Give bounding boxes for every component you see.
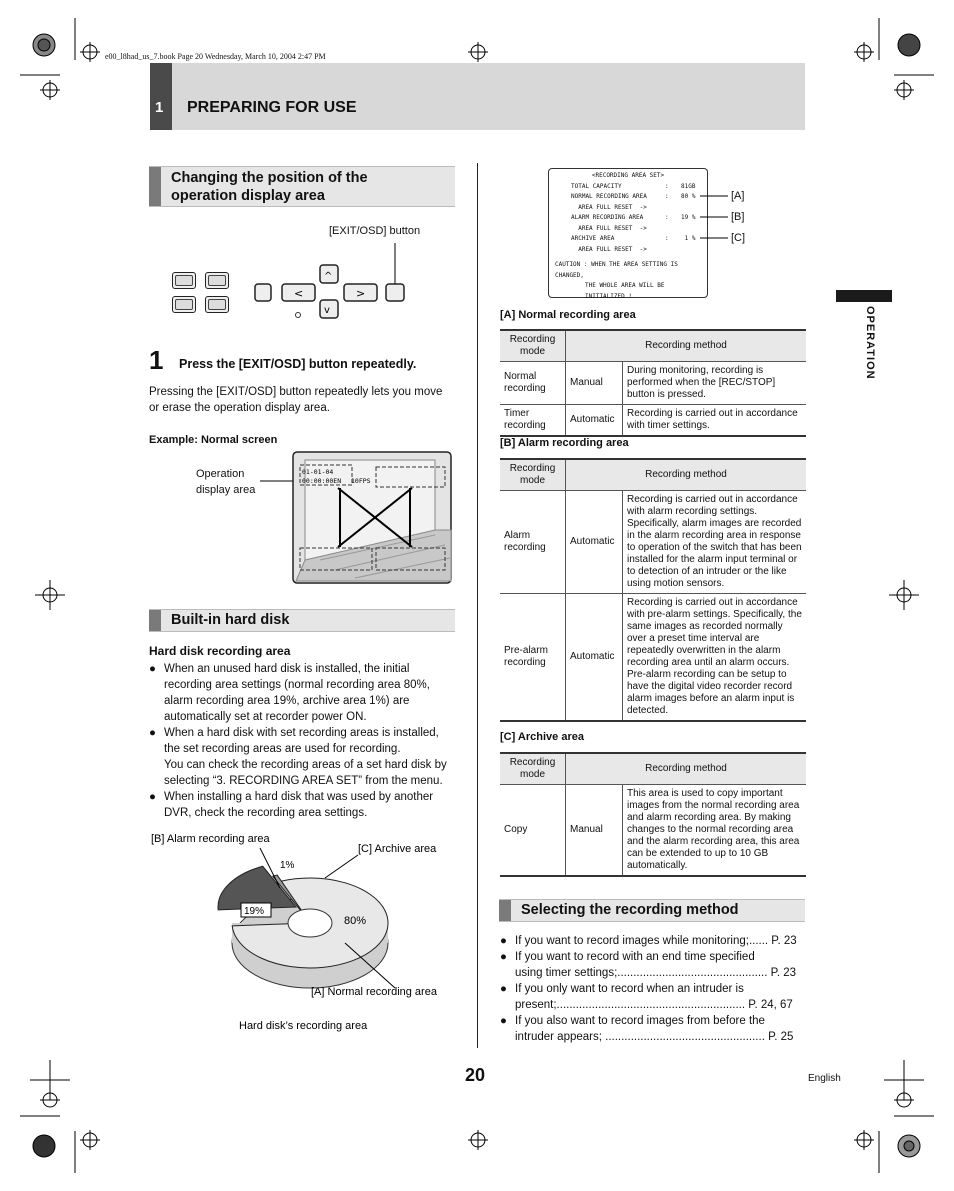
method-bullet: ● If you want to record with an end time specified using timer settings;............................................... P. 23 [500,951,796,979]
footer-language: English [808,1073,841,1084]
panel-button [255,284,271,301]
chevron-down-icon: v [324,305,330,316]
chapter-title: PREPARING FOR USE [187,99,357,116]
osd-row: AREA FULL RESET -> [571,203,647,211]
hdd-bullet-2: ● When a hard disk with set recording areas is installed, the set recording areas are used for recording. You can check the recording areas of a set hard disk by selecting “3. RECORDING AREA SET” from the menu. [149,727,447,787]
page-number: 20 [465,1065,486,1085]
exit-osd-button [386,284,404,301]
side-tab-label: OPERATION [864,306,876,380]
leader-archive [325,855,358,878]
cell-mode: Normal recording [500,362,566,405]
cell-description: Recording is carried out in accordance with pre-alarm settings. Specifically, the same images as recorded normally over a preset time interval are repeatedly overwritten in the alarm recording area until an alarm occurs. Pre-alarm recording can be setup to have the digital video recorder record alarm images before an alarm input is detected. [623,594,807,722]
chapter-number: 1 [150,63,172,130]
section-heading-hdd: Built-in hard disk [149,609,455,632]
side-tab-marker [836,290,892,302]
panel-button [172,272,196,289]
osd-row: AREA FULL RESET -> [571,224,647,232]
osd-tag-a: [A] [731,190,745,202]
osd-row: ALARM RECORDING AREA : 19 % [571,214,696,221]
osd-fps: 10FPS [351,477,371,485]
osd-row: NORMAL RECORDING AREA : 80 % [571,193,696,200]
osd-caution: CAUTION : WHEN THE AREA SETTING IS CHANGED, [555,261,678,279]
table-header-mode: Recording mode [500,459,566,491]
osd-tag-c: [C] [731,232,746,244]
table-row [500,785,806,877]
example-label: Example: Normal screen [149,434,278,446]
cell-type: Automatic [566,491,623,594]
osd-tag-b: [B] [731,211,745,223]
exit-osd-callout: [EXIT/OSD] button [329,225,421,237]
table-header-method: Recording method [566,330,807,362]
panel-button [205,296,229,313]
method-bullet: ● If you only want to record when an intruder is present;........................................................... P. 24, 67 [500,983,793,1011]
section-heading-method: Selecting the recording method [499,899,805,922]
pie-pct-normal: 80% [344,915,367,927]
cell-type: Manual [566,785,623,877]
table-alarm-recording [500,458,806,722]
table-row [500,594,806,722]
cell-description: During monitoring, recording is performed when the [REC/STOP] button is pressed. [623,362,807,405]
table-archive-area [500,752,806,877]
panel-button [172,296,196,313]
osd-date: 01-01-04 [302,468,334,476]
cell-mode: Timer recording [500,405,566,437]
chevron-up-icon: ^ [324,271,333,282]
osd-row: AREA FULL RESET -> [571,245,647,253]
hdd-bullet-1: ● When an unused hard disk is installed, the initial recording area settings (normal recording area 80%, alarm recording area 19%, archive area 1%) are automatically set at recorder power ON. [149,663,430,723]
osd-title: <RECORDING AREA SET> [591,172,665,179]
table-b-label: [B] Alarm recording area [500,437,629,449]
print-header: e00_l8had_us_7.book Page 20 Wednesday, March 10, 2004 2:47 PM [105,52,326,61]
table-normal-recording [500,329,806,437]
cell-mode: Copy [500,785,566,877]
recording-area-set-screen [548,168,708,298]
table-header-method: Recording method [566,753,807,785]
table-header-mode: Recording mode [500,753,566,785]
step-paragraph: Pressing the [EXIT/OSD] button repeatedly lets you move or erase the operation display area. [149,386,443,414]
cell-type: Automatic [566,594,623,722]
hdd-subhead: Hard disk recording area [149,644,291,658]
pie-pct-alarm: 19% [244,906,265,917]
chevron-right-icon: > [356,287,366,300]
pie-caption: Hard disk’s recording area [239,1020,368,1032]
cell-mode: Alarm recording [500,491,566,594]
table-a-label: [A] Normal recording area [500,309,636,321]
pie-hole [288,909,332,937]
monitor-example [260,450,455,585]
pie-label-alarm: [B] Alarm recording area [151,833,270,845]
cell-description: Recording is carried out in accordance with alarm recording settings. Specifically, alarm images are recorded in the alarm recording area in response to operation of the switch that has been installed for the alarm input terminal or to detection of an intruder or the like using motion sensors. [623,491,807,594]
osd-time: 00:00:00EN [302,477,342,485]
osd-row: TOTAL CAPACITY : 81GB [571,182,696,190]
pie-label-normal: [A] Normal recording area [311,986,437,998]
pie-chart [150,828,460,1038]
pie-label-archive: [C] Archive area [358,843,437,855]
chevron-left-icon: < [294,287,304,300]
method-bullet: ● If you want to record images while monitoring;...... P. 23 [500,935,797,947]
section-heading-osd: Changing the position of the operation display area [149,166,455,207]
osd-tag-leaders [700,185,760,245]
step-number: 1 [149,345,164,375]
table-row [500,362,806,405]
cell-description: Recording is carried out in accordance with timer settings. [623,405,807,437]
cell-mode: Pre-alarm recording [500,594,566,722]
cell-description: This area is used to copy important images from the normal recording area and alarm recording area. By making changes to the normal recording area and the alarm recording area, this area can be extended to up to 10 GB automatically. [623,785,807,877]
cell-type: Automatic [566,405,623,437]
method-bullet: ● If you also want to record images from before the intruder appears; .................................................. P. 25 [500,1015,794,1043]
hdd-bullet-3: ● When installing a hard disk that was used by another DVR, check the recording area settings. [149,791,434,819]
panel-button [205,272,229,289]
table-row [500,491,806,594]
column-divider [477,163,478,1048]
cell-type: Manual [566,362,623,405]
table-header-mode: Recording mode [500,330,566,362]
operation-display-callout: Operation display area [196,468,256,496]
chapter-band [150,63,805,130]
table-header-method: Recording method [566,459,807,491]
osd-row: ARCHIVE AREA : 1 % [571,235,696,242]
osd-caution-2: THE WHOLE AREA WILL BE INITIALIZED ! [585,282,665,300]
indicator-led [296,313,301,318]
step-text: Press the [EXIT/OSD] button repeatedly. [179,357,417,371]
pie-pct-archive: 1% [280,860,295,871]
table-row [500,405,806,437]
table-c-label: [C] Archive area [500,731,584,743]
